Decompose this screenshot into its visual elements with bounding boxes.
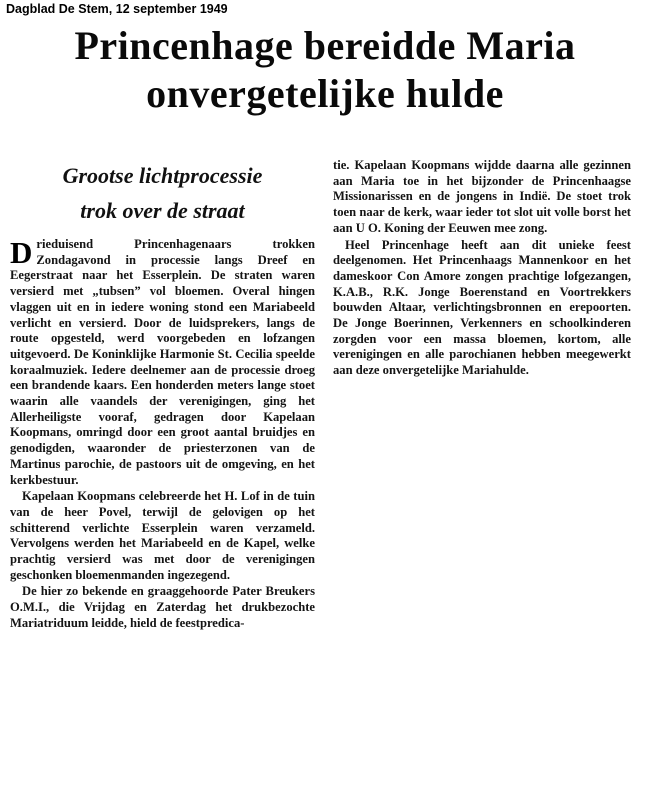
article-paragraph: Kapelaan Koopmans celebreerde het H. Lof in de tuin van de heer Povel, terwijl de gelovigen op het schitterend verlichte Esserplein waren verzameld. Vervolgens werden het Mariabeeld en de Kapel, welke prachtig versierd was met door de verenigingen geschonken bloemenmanden ingezegend.: [10, 489, 315, 582]
article-subheadline: [10, 158, 315, 228]
article-column-right: [333, 158, 631, 379]
article-column-left: [10, 237, 315, 632]
drop-cap: D: [10, 235, 33, 270]
article-paragraph: tie. Kapelaan Koopmans wijdde daarna alle gezinnen aan Maria toe in het bijzonder de Princenhaagse Missionarissen en de jongens in Indië. De stoet trok toen naar de kerk, waar ieder tot slot uit volle borst het aan U O. Koning der Eeuwen mee zong.: [333, 158, 631, 235]
subheadline-line-2: trok over de straat: [80, 198, 245, 223]
article-paragraph: De hier zo bekende en graaggehoorde Pater Breukers O.M.I., die Vrijdag en Zaterdag het drukbezochte Mariatriduum leidde, hield de feestpredica-: [10, 584, 315, 630]
newspaper-source-caption: Dagblad De Stem, 12 september 1949: [6, 2, 228, 16]
paragraph-text: rieduisend Princenhagenaars trokken Zondagavond in processie langs Dreef en Eegerstraat naar het Esserplein. De straten waren versierd met „tubsen” vol bloemen. Overal hingen vlaggen uit en in iedere woning stond een Mariabeeld verlicht en versierd. Door de luidsprekers, langs de route opgesteld, werd voorgebeden en lofzangen uitgevoerd. De Koninklijke Harmonie St. Cecilia speelde koraalmuziek. Iedere deelnemer aan de processie droeg een brandende kaars. Een honderden meters lange stoet waarin alle vaandels der verenigingen, ging het Allerheiligste vooraf, gedragen door Kapelaan Koopmans, omringd door een groot aantal bruidjes en genodigden, waaronder de priesterzonen van de Martinus parochie, de pastoors uit de omgeving, en het kerkbestuur.: [10, 237, 315, 487]
headline-line-2: onvergetelijke hulde: [146, 71, 504, 116]
subheadline-line-1: Grootse lichtprocessie: [62, 163, 263, 188]
article-paragraph: [10, 237, 315, 488]
headline-line-1: Princenhage bereidde Maria: [74, 23, 576, 68]
article-paragraph: Heel Princenhage heeft aan dit unieke feest deelgenomen. Het Princenhaags Mannenkoor en het dameskoor Con Amore zongen prachtige lofgezangen, K.A.B., R.K. Jonge Boerenstand en Voortrekkers bouwden Altaar, verlichtingsbronnen en erepoorten. De Jonge Boerinnen, Verkenners en schoolkinderen zorgden voor een massa bloemen, kortom, alle verenigingen en alle parochianen hebben meegewerkt aan deze onvergetelijke Mariahulde.: [333, 237, 631, 378]
article-headline: [0, 22, 650, 118]
